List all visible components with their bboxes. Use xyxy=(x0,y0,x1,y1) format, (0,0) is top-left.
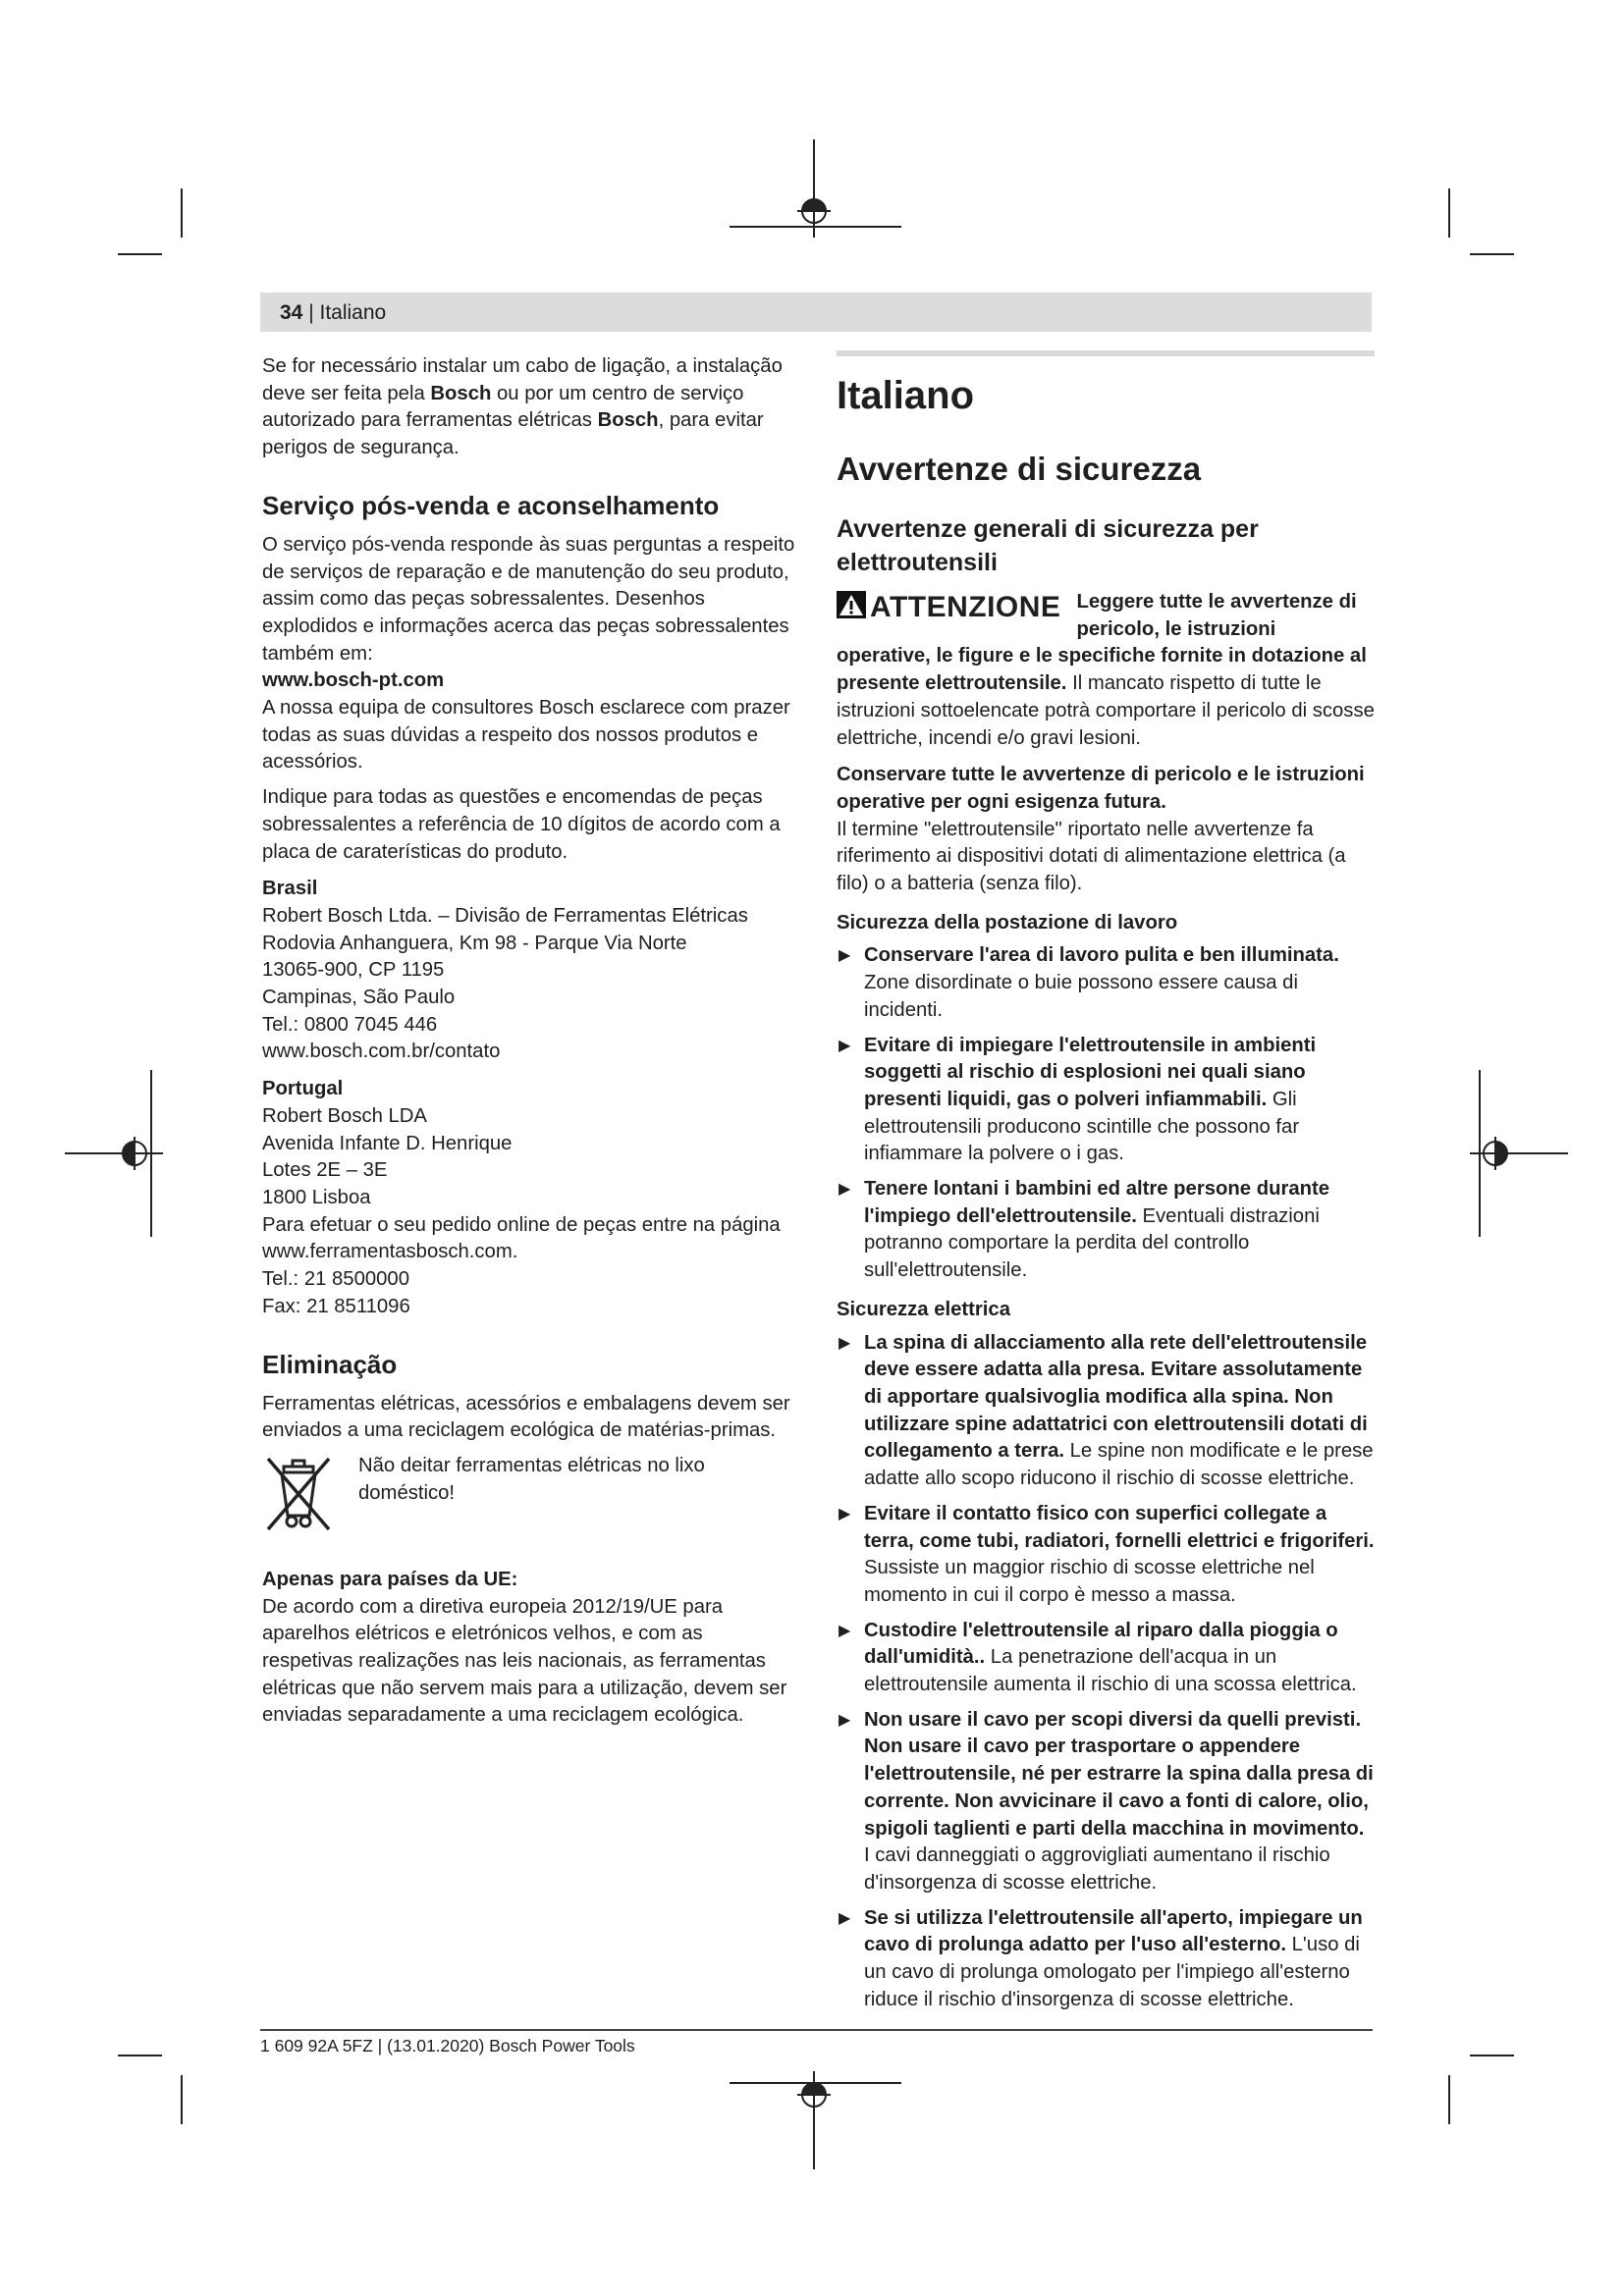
crossed-out-bin-icon xyxy=(262,1453,335,1533)
website-link[interactable]: www.bosch.com.br/contato xyxy=(262,1041,501,1063)
general-warnings-title: Avvertenze generali di sicurezza per elettroutensili xyxy=(837,515,1259,576)
brasil-address xyxy=(262,903,797,1066)
header-section: Italiano xyxy=(319,301,387,324)
footer-rule xyxy=(260,2029,1373,2031)
portugal-title: Portugal xyxy=(262,1078,344,1100)
crop-mark xyxy=(1470,2055,1514,2056)
address-line: Lotes 2E – 3E xyxy=(262,1159,388,1182)
list-item: ▶ Non usare il cavo per scopi diversi da quelli previsti. Non usare il cavo per trasportare o appendere l'elettroutensile, né per estrarre la spina dalla presa di corrente. Non avvicinare il cavo a fonti di calore, olio, spigoli taglienti e parti della macchina in movimento. I cavi danneggiati o aggrovigliati aumentano il rischio d'insorgenza di scosse elettriche. xyxy=(839,1708,1374,1894)
disposal-paragraph: Ferramentas elétricas, acessórios e embalagens devem ser enviados a uma reciclagem ecológica de matérias-primas. xyxy=(262,1392,790,1442)
disposal-heading: Eliminação xyxy=(262,1349,398,1379)
bullet-triangle-icon: ▶ xyxy=(839,1037,851,1054)
address-line: Robert Bosch LDA xyxy=(262,1104,427,1127)
registration-target-icon xyxy=(797,2078,831,2111)
weee-text: Não deitar ferramentas elétricas no lixo doméstico! xyxy=(358,1454,705,1504)
service-paragraph: A nossa equipa de consultores Bosch esclarece com prazer todas as suas dúvidas a respeito dos nossos produtos e acessórios. xyxy=(262,697,790,774)
list-item: ▶ Conservare l'area di lavoro pulita e ben illuminata. Zone disordinate o buie possono essere causa di incidenti. xyxy=(839,944,1339,1021)
work-area-list xyxy=(837,942,1375,1284)
keep-instructions: Conservare tutte le avvertenze di pericolo e le istruzioni operative per ogni esigenza futura. xyxy=(837,764,1365,813)
address-line: Robert Bosch Ltda. – Divisão de Ferramentas Elétricas xyxy=(262,904,748,927)
service-paragraph: Indique para todas as questões e encomendas de peças sobressalentes a referência de 10 dígitos de acordo com a placa de caraterísticas do produto. xyxy=(262,786,781,863)
address-line: Campinas, São Paulo xyxy=(262,987,456,1009)
bullet-triangle-icon: ▶ xyxy=(839,1505,851,1522)
bullet-triangle-icon: ▶ xyxy=(839,1334,851,1352)
language-title: Italiano xyxy=(837,374,975,417)
warning-bold-text: Leggere tutte le avvertenze di pericolo, le istruzioni operative, le figure e le specifiche fornite in dotazione al presente elettroutensile. xyxy=(837,591,1367,695)
phone-line: Tel.: 0800 7045 446 xyxy=(262,1013,438,1036)
warning-block xyxy=(837,589,1375,752)
address-line: 1800 Lisboa xyxy=(262,1186,371,1208)
electrical-safety-list xyxy=(837,1330,1375,2014)
bullet-triangle-icon: ▶ xyxy=(839,1909,851,1927)
crop-mark xyxy=(181,188,183,238)
order-online-text: Para efetuar o seu pedido online de peças entre na página www.ferramentasbosch.com. xyxy=(262,1213,781,1263)
warning-text: Il mancato rispetto di tutte le istruzioni sottoelencate potrà comportare il pericolo di scosse elettriche, incendi e/o gravi lesioni. xyxy=(837,672,1375,749)
list-item: ▶ Evitare il contatto fisico con superfici collegate a terra, come tubi, radiatori, fornelli elettrici e frigoriferi. Sussiste un maggior rischio di scosse elettriche nel momento in cui il corpo è messo a massa. xyxy=(839,1502,1375,1606)
address-line: Rodovia Anhanguera, Km 98 - Parque Via Norte xyxy=(262,932,687,954)
page-header-text: 34 | Italiano xyxy=(280,301,387,324)
bullet-triangle-icon: ▶ xyxy=(839,1711,851,1729)
bullet-triangle-icon: ▶ xyxy=(839,947,851,965)
eu-paragraph: De acordo com a diretiva europeia 2012/19/UE para aparelhos elétricos e eletrónicos velhos, e com as respetivas realizações nas leis nacionais, as ferramentas elétricas que não servem mais para a utilização, devem ser enviadas separadamente a uma reciclagem ecológica. xyxy=(262,1595,787,1727)
term-definition: Il termine "elettroutensile" riportato nelle avvertenze fa riferimento ai dispositivi dotati di alimentazione elettrica (a filo) o a batteria (senza filo). xyxy=(837,818,1346,895)
warning-tag xyxy=(837,591,1060,624)
list-item: ▶ Tenere lontani i bambini ed altre persone durante l'impiego dell'elettroutensile. Eventuali distrazioni potranno comportare la perdita del controllo sull'elettroutensile. xyxy=(839,1178,1330,1282)
bullet-triangle-icon: ▶ xyxy=(839,1622,851,1639)
page-number: 34 xyxy=(280,301,303,324)
safety-title: Avvertenze di sicurezza xyxy=(837,451,1202,487)
list-item: ▶ Se si utilizza l'elettroutensile all'aperto, impiegare un cavo di prolunga adatto per l'uso all'esterno. L'uso di un cavo di prolunga omologato per l'impiego all'esterno riduce il rischio d'insorgenza di scosse elettriche. xyxy=(839,1906,1363,2010)
service-link[interactable]: www.bosch-pt.com xyxy=(262,669,445,692)
service-paragraph: O serviço pós-venda responde às suas perguntas a respeito de serviços de reparação e de manutenção do seu produto, assim como das peças sobressalentes. Desenhos explodidos e informações acerca das peças sobressalentes também em: xyxy=(262,533,795,665)
fax-line: Fax: 21 8511096 xyxy=(262,1295,410,1317)
left-column xyxy=(262,353,797,1730)
registration-target-icon xyxy=(118,1137,151,1170)
registration-target-icon xyxy=(797,194,831,228)
eu-heading: Apenas para países da UE: xyxy=(262,1568,518,1590)
right-column xyxy=(837,353,1375,2021)
list-item: ▶ La spina di allacciamento alla rete dell'elettroutensile deve essere adatta alla presa. Evitare assolutamente di apportare qualsivoglia modifica alla spina. Non utilizzare spine adattatrici con elettroutensili dotati di collegamento a terra. Le spine non modificate e le prese adatte allo scopo riducono il rischio di scosse elettriche. xyxy=(839,1331,1374,1490)
portugal-address xyxy=(262,1103,797,1321)
page-header xyxy=(260,293,1372,332)
crop-mark xyxy=(1448,2075,1450,2124)
list-item: ▶ Evitare di impiegare l'elettroutensile in ambienti soggetti al rischio di esplosioni nei quali siano presenti liquidi, gas o polveri infiammabili. Gli elettroutensili producono scintille che possono far infiammare la polvere o i gas. xyxy=(839,1034,1317,1165)
crop-mark xyxy=(118,253,162,255)
registration-target-icon xyxy=(1479,1137,1512,1170)
work-area-title: Sicurezza della postazione di lavoro xyxy=(837,911,1178,934)
bullet-triangle-icon: ▶ xyxy=(839,1181,851,1199)
footer-text: 1 609 92A 5FZ | (13.01.2020) Bosch Power Tools xyxy=(260,2036,635,2056)
electrical-safety-title: Sicurezza elettrica xyxy=(837,1298,1010,1320)
list-item: ▶ Custodire l'elettroutensile al riparo dalla pioggia o dall'umidità.. La penetrazione dell'acqua in un elettroutensile aumenta il rischio di una scossa elettrica. xyxy=(839,1619,1357,1696)
crop-mark xyxy=(181,2075,183,2124)
intro-paragraph: Se for necessário instalar um cabo de ligação, a instalação deve ser feita pela Bosch ou por um centro de serviço autorizado para ferramentas elétricas Bosch, para evitar perigos de segurança. xyxy=(262,355,783,459)
weee-notice xyxy=(262,1453,797,1533)
crop-mark xyxy=(118,2055,162,2056)
brasil-title: Brasil xyxy=(262,878,318,900)
crop-mark xyxy=(1448,188,1450,238)
crop-mark xyxy=(1470,253,1514,255)
warning-label: ATTENZIONE xyxy=(870,591,1061,623)
phone-line: Tel.: 21 8500000 xyxy=(262,1268,409,1291)
address-line: Avenida Infante D. Henrique xyxy=(262,1132,513,1154)
service-heading: Serviço pós-venda e aconselhamento xyxy=(262,490,720,520)
warning-triangle-icon xyxy=(837,591,866,618)
address-line: 13065-900, CP 1195 xyxy=(262,959,445,982)
